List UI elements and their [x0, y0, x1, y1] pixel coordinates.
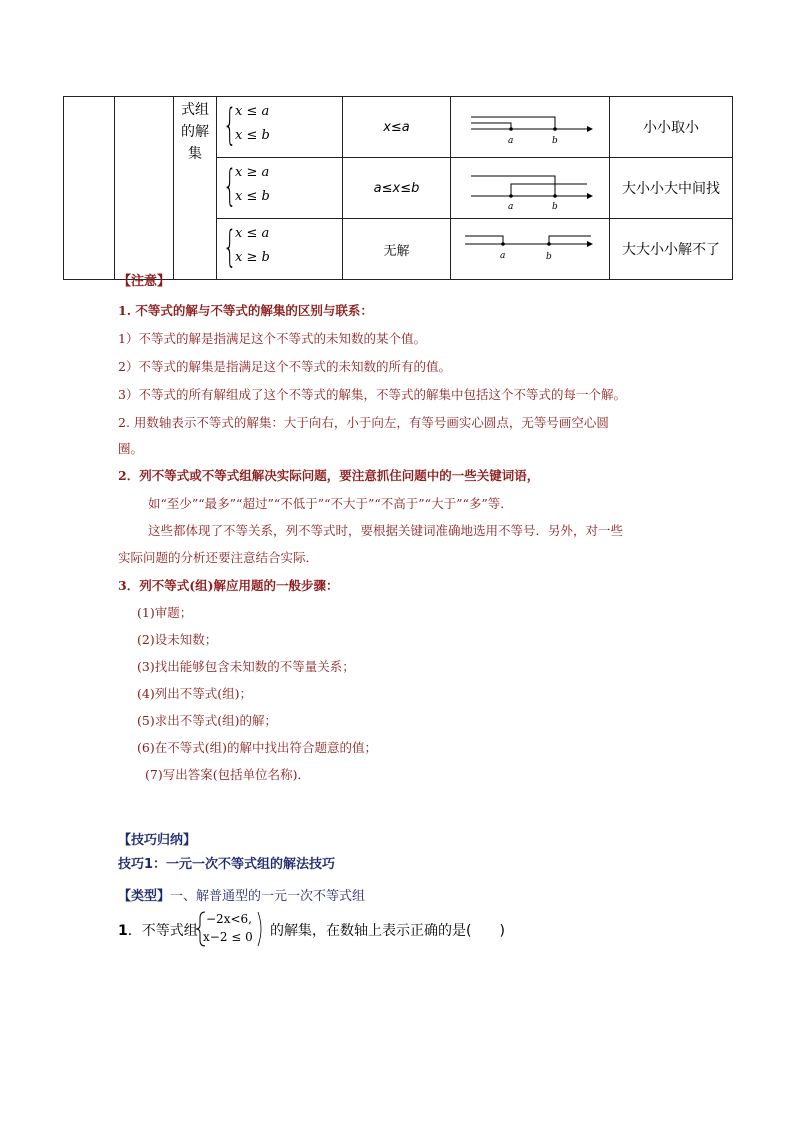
tips-title: 【技巧归纳】 [118, 833, 197, 848]
notes-line: 圈。 [118, 441, 144, 456]
question-1 [118, 920, 198, 940]
step-item: (7)写出答案(包括单位名称)． [145, 767, 310, 782]
step-item: (3)找出能够包含未知数的不等量关系； [137, 659, 355, 674]
notes-line: 2）不等式的解集是指满足这个不等式的未知数的所有的值。 [118, 359, 451, 374]
inequality-system: { x ≤ a x ≤ b [217, 97, 343, 158]
blank-cell [115, 97, 174, 280]
number-line-cell [451, 158, 610, 219]
step-item: (5)求出不等式(组)的解； [137, 713, 277, 728]
tick-b: b [552, 202, 558, 212]
solution-set-table [63, 96, 733, 280]
notes-heading-1: 1. 不等式的解与不等式的解集的区别与联系： [118, 303, 373, 318]
number-line-diagram [451, 219, 609, 275]
type-label: 【类型】 [118, 889, 171, 904]
row-header-label [174, 97, 217, 280]
solution-cell: x≤a [343, 97, 451, 158]
rule-cell: 大大小小解不了 [610, 219, 733, 280]
system-line: x ≤ b [235, 189, 270, 204]
number-line-cell [451, 219, 610, 280]
right-paren-icon [256, 910, 266, 948]
question-prefix: ．不等式组 [127, 923, 198, 939]
tick-a: a [508, 136, 514, 146]
number-line-cell [451, 97, 610, 158]
label-line: 集 [188, 146, 202, 162]
inequality-system: { x ≥ a x ≤ b [217, 158, 343, 219]
solution-cell: a≤x≤b [343, 158, 451, 219]
system-line: x ≤ b [235, 128, 270, 143]
notes-line: 1）不等式的解是指满足这个不等式的未知数的某个值。 [118, 331, 426, 346]
tick-a: a [508, 202, 514, 212]
system-line: x−2 ≤ 0 [203, 930, 253, 944]
notes-line: 2. 用数轴表示不等式的解集：大于向右，小于向左，有等号画实心圆点，无等号画空心圆 [118, 415, 609, 430]
notes-line: 如“至少”“最多”“超过”“不低于”“不大于”“不高于”“大于”“多”等． [148, 496, 513, 511]
notes-line: 实际问题的分析还要注意结合实际． [118, 550, 319, 565]
step-item: (4)列出不等式(组)； [137, 686, 252, 701]
type-text: 一、解普通型的一元一次不等式组 [170, 889, 366, 904]
system-line: x ≥ a [235, 165, 270, 180]
system-line: −2x<6, [206, 912, 252, 926]
system-line: x ≤ a [235, 104, 270, 119]
question-suffix: 的解集，在数轴上表示正确的是( ) [270, 923, 505, 939]
label-line: 式组 [181, 102, 209, 118]
system-line: x ≤ a [235, 226, 270, 241]
blank-cell [64, 97, 115, 280]
type-heading [118, 885, 365, 904]
tick-b: b [546, 252, 552, 262]
notes-title: 【注意】 [118, 274, 171, 289]
tip-1-heading: 技巧1：一元一次不等式组的解法技巧 [118, 857, 336, 872]
notes-heading-2: 2．列不等式或不等式组解决实际问题，要注意抓住问题中的一些关键词语， [118, 468, 540, 483]
step-item: (6)在不等式(组)的解中找出符合题意的值； [137, 740, 377, 755]
number-line-diagram [451, 158, 609, 214]
question-number: 1 [118, 923, 128, 939]
solution-cell: 无解 [343, 219, 451, 280]
notes-heading-3: 3．列不等式(组)解应用题的一般步骤： [118, 578, 339, 593]
rule-cell: 大小小大中间找 [610, 158, 733, 219]
rule-cell: 小小取小 [610, 97, 733, 158]
question-system [194, 910, 274, 948]
tick-b: b [552, 136, 558, 146]
tick-a: a [500, 251, 506, 261]
number-line-diagram [451, 97, 609, 153]
notes-line: 3）不等式的所有解组成了这个不等式的解集，不等式的解集中包括这个不等式的每一个解。 [118, 387, 626, 402]
inequality-system: { x ≤ a x ≥ b [217, 219, 343, 280]
step-item: (2)设未知数； [137, 632, 218, 647]
notes-line: 这些都体现了不等关系，列不等式时，要根据关键词准确地选用不等号．另外，对一些 [148, 523, 624, 538]
step-item: (1)审题； [137, 605, 193, 620]
system-line: x ≥ b [235, 250, 270, 265]
label-line: 的解 [181, 124, 209, 140]
